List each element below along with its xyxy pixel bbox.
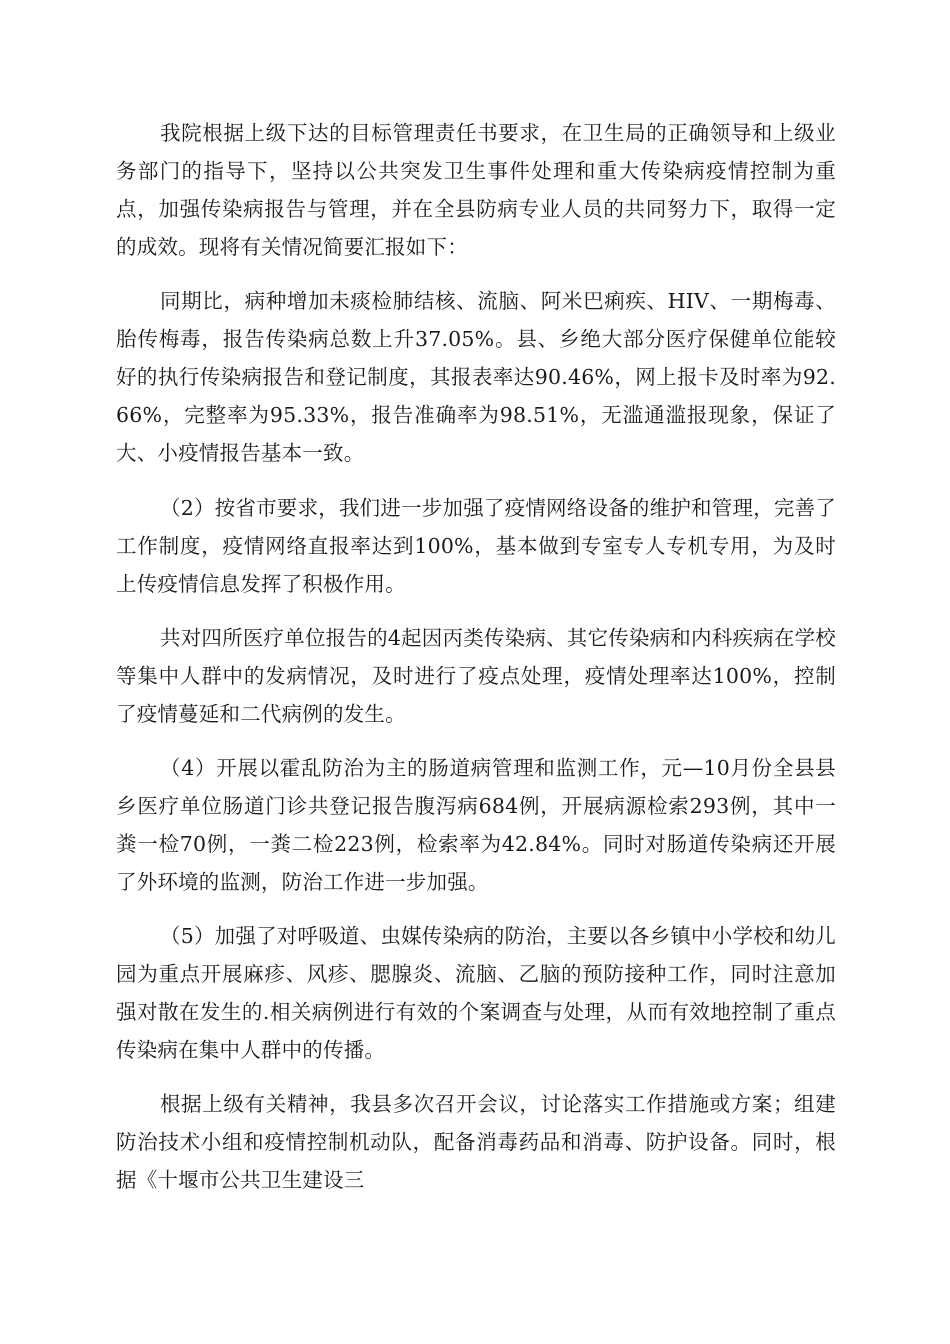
paragraph-intro: 我院根据上级下达的目标管理责任书要求，在卫生局的正确领导和上级业务部门的指导下，坚持以公共突发卫生事件处理和重大传染病疫情控制为重点，加强传染病报告与管理，并在全县防病专业人员的共同努力下，取得一定的成效。现将有关情况简要汇报如下：: [116, 121, 836, 259]
paragraph-respiratory-disease: （5）加强了对呼吸道、虫媒传染病的防治，主要以各乡镇中小学校和幼儿园为重点开展麻疹、风疹、腮腺炎、流脑、乙脑的预防接种工作，同时注意加强对散在发生的.相关病例进行有效的个案调查与处理，从而有效地控制了重点传染病在集中人群中的传播。: [116, 924, 836, 1062]
paragraph-outbreak-handling: 共对四所医疗单位报告的4起因丙类传染病、其它传染病和内科疾病在学校等集中人群中的发病情况，及时进行了疫点处理，疫情处理率达100%，控制了疫情蔓延和二代病例的发生。: [116, 626, 836, 726]
paragraph-intestinal-disease: （4）开展以霍乱防治为主的肠道病管理和监测工作，元—10月份全县县乡医疗单位肠道门诊共登记报告腹泻病684例，开展病源检索293例，其中一粪一检70例，一粪二检223例，检索率为42.84%。同时对肠道传染病还开展了外环境的监测，防治工作进一步加强。: [116, 756, 836, 894]
paragraph-measures: 根据上级有关精神，我县多次召开会议，讨论落实工作措施或方案；组建防治技术小组和疫情控制机动队，配备消毒药品和消毒、防护设备。同时，根据《十堰市公共卫生建设三: [116, 1092, 836, 1192]
paragraph-report-statistics: 同期比，病种增加未痰检肺结核、流脑、阿米巴痢疾、HIV、一期梅毒、胎传梅毒，报告传染病总数上升37.05%。县、乡绝大部分医疗保健单位能较好的执行传染病报告和登记制度，其报表率达90.46%，网上报卡及时率为92.66%，完整率为95.33%，报告准确率为98.51%，无滥通滥报现象，保证了大、小疫情报告基本一致。: [116, 289, 836, 465]
paragraph-network-reporting: （2）按省市要求，我们进一步加强了疫情网络设备的维护和管理，完善了工作制度，疫情网络直报率达到100%，基本做到专室专人专机专用，为及时上传疫情信息发挥了积极作用。: [116, 496, 836, 596]
